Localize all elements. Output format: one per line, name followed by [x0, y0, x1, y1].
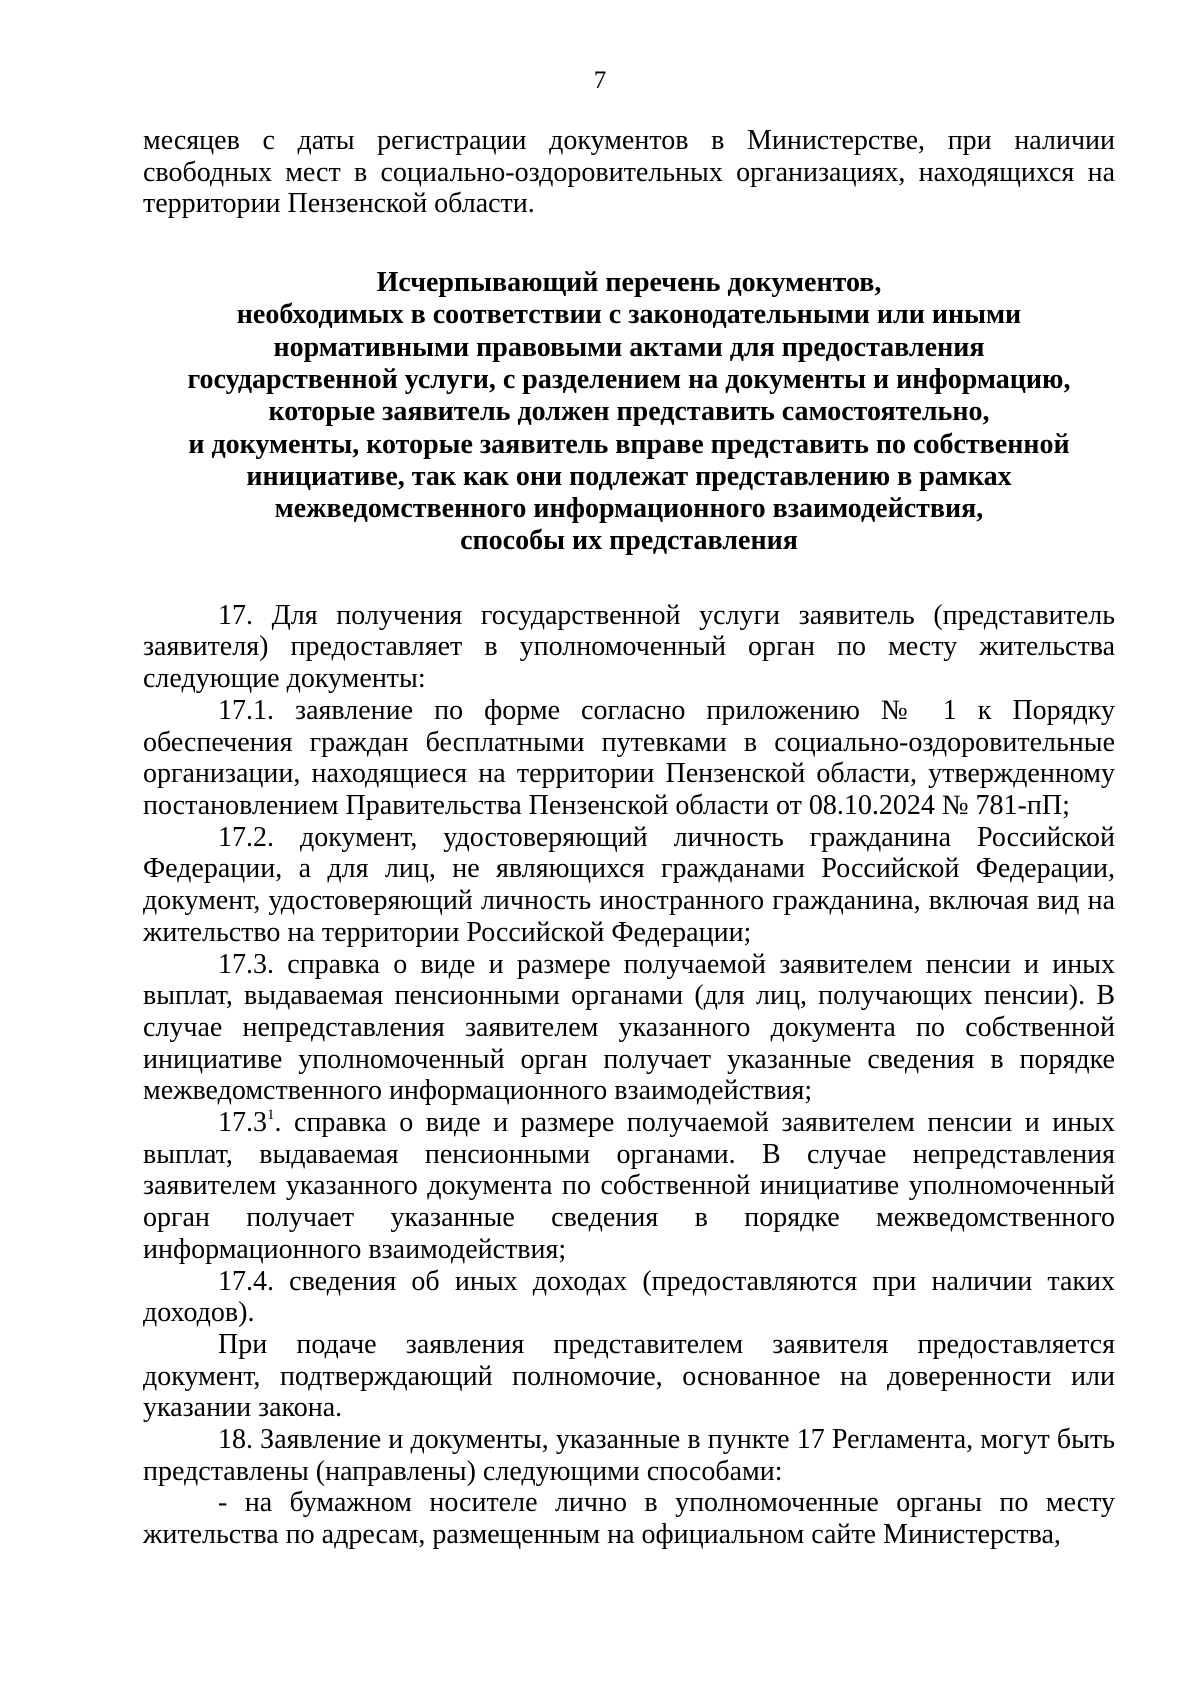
- paragraph-17-4: 17.4. сведения об иных доходах (предоставляются при наличии таких доходов).: [143, 1265, 1115, 1329]
- heading-line: которые заявитель должен представить самостоятельно,: [268, 396, 990, 428]
- paragraph-18: 18. Заявление и документы, указанные в пункте 17 Регламента, могут быть представлены (направлены) следующими способами:: [143, 1424, 1115, 1487]
- heading-line: Исчерпывающий перечень документов,: [376, 267, 882, 299]
- heading-line: государственной услуги, с разделением на документы и информацию,: [187, 364, 1071, 395]
- paragraph-17-3-1-number: 17.3: [218, 1107, 267, 1139]
- section-heading: [143, 267, 1115, 558]
- paragraph-17-3-1-superscript: 1: [267, 1107, 275, 1124]
- paragraph-17-1: 17.1. заявление по форме согласно приложению № 1 к Порядку обеспечения граждан бесплатными путевками в социально-оздоровительные организации, находящиеся на территории Пензенской области, утвержденному постановлением Правительства Пензенской области от 08.10.2024 № 781-пП;: [143, 694, 1115, 821]
- paragraph-17-3-1-text: . справка о виде и размере получаемой заявителем пенсии и иных выплат, выдаваемая пенсионными органами. В случае непредставления заявителем указанного документа по собственной инициативе уполномоченный орган получает указанные сведения в порядке межведомственного информационного взаимодействия;: [143, 1107, 1115, 1265]
- paragraph-17-3-1: [143, 1107, 1115, 1266]
- paragraph-17: 17. Для получения государственной услуги заявитель (представитель заявителя) предоставляет в уполномоченный орган по месту жительства следующие документы:: [143, 599, 1115, 695]
- heading-line: инициативе, так как они подлежат представлению в рамках: [246, 460, 1012, 492]
- intro-paragraph: месяцев с даты регистрации документов в Министерстве, при наличии свободных мест в социально-оздоровительных организациях, находящихся на территории Пензенской области.: [143, 125, 1115, 220]
- document-body: [143, 125, 1115, 1551]
- heading-line: способы их представления: [460, 525, 798, 557]
- page-number: 7: [593, 67, 607, 94]
- heading-line: межведомственного информационного взаимодействия,: [274, 493, 984, 525]
- paragraph-18-bullet: - на бумажном носителе лично в уполномоченные органы по месту жительства по адресам, размещенным на официальном сайте Министерства,: [143, 1487, 1115, 1551]
- paragraph-17-3: 17.3. справка о виде и размере получаемой заявителем пенсии и иных выплат, выдаваемая пенсионными органами (для лиц, получающих пенсии). В случае непредставления заявителем указанного документа по собственной инициативе уполномоченный орган получает указанные сведения в порядке межведомственного информационного взаимодействия;: [143, 948, 1115, 1107]
- heading-line: и документы, которые заявитель вправе представить по собственной: [188, 428, 1070, 460]
- heading-line: нормативными правовыми актами для предоставления: [273, 331, 985, 363]
- heading-line: необходимых в соответствии с законодательными или иными: [236, 299, 1022, 331]
- paragraph-representative: При подаче заявления представителем заявителя предоставляется документ, подтверждающий полномочие, основанное на доверенности или указании закона.: [143, 1328, 1115, 1424]
- paragraph-17-2: 17.2. документ, удостоверяющий личность гражданина Российской Федерации, а для лиц, не являющихся гражданами Российской Федерации, документ, удостоверяющий личность иностранного гражданина, включая вид на жительство на территории Российской Федерации;: [143, 821, 1115, 948]
